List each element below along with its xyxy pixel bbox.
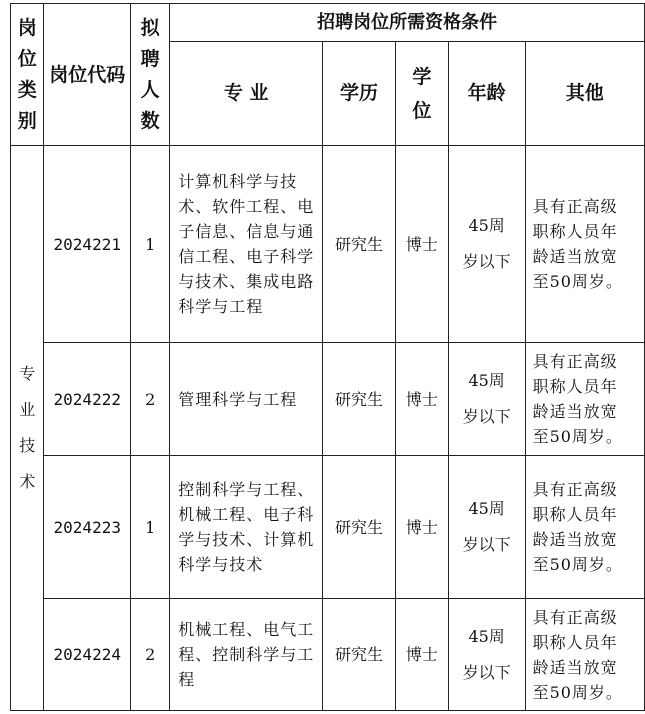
header-category (11, 4, 44, 146)
header-major (170, 42, 323, 146)
header-requirements (170, 4, 645, 42)
age-requirement-text: 45周岁以下 (462, 371, 511, 426)
header-major-text: 专 业 (223, 82, 269, 104)
header-age (448, 42, 525, 146)
recruitment-table (10, 3, 645, 711)
degree-requirement: 博士 (396, 146, 449, 343)
degree-requirement: 博士 (396, 456, 449, 599)
other-requirement (525, 599, 644, 711)
age-requirement-text: 45周岁以下 (462, 626, 511, 682)
header-age-text: 年龄 (467, 82, 506, 104)
header-count-text: 拟聘人数 (140, 16, 160, 132)
age-requirement (448, 456, 525, 599)
position-count: 2 (131, 599, 170, 711)
header-education (323, 42, 396, 146)
position-count: 1 (131, 456, 170, 599)
degree-requirement: 博士 (396, 599, 449, 711)
header-other (525, 42, 644, 146)
header-count (131, 4, 170, 146)
education-requirement: 研究生 (323, 599, 396, 711)
table-row (11, 146, 645, 343)
other-requirement-text: 具有正高级职称人员年龄适当放宽至50周岁。 (532, 197, 623, 291)
age-requirement-text: 45周岁以下 (462, 499, 511, 554)
age-requirement (448, 599, 525, 711)
age-requirement (448, 343, 525, 456)
category-text: 专业技术 (19, 364, 36, 491)
header-other-text: 其他 (565, 82, 604, 104)
education-requirement: 研究生 (323, 343, 396, 456)
education-requirement: 研究生 (323, 146, 396, 343)
major-requirement: 机械工程、电气工程、控制科学与工程 (170, 599, 323, 711)
position-code: 2024224 (44, 599, 131, 711)
header-degree-text: 学位 (412, 65, 432, 122)
other-requirement-text: 具有正高级职称人员年龄适当放宽至50周岁。 (532, 352, 623, 446)
header-degree (396, 42, 449, 146)
position-code: 2024223 (44, 456, 131, 599)
header-requirements-text: 招聘岗位所需资格条件 (317, 11, 498, 33)
header-education-text: 学历 (340, 82, 379, 104)
position-count: 1 (131, 146, 170, 343)
age-requirement (448, 146, 525, 343)
other-requirement (525, 456, 644, 599)
header-code (44, 4, 131, 146)
education-requirement: 研究生 (323, 456, 396, 599)
table-row (11, 599, 645, 711)
age-requirement-text: 45周岁以下 (462, 216, 511, 271)
position-code: 2024221 (44, 146, 131, 343)
other-requirement (525, 146, 644, 343)
header-category-text: 岗位类别 (17, 16, 37, 132)
table-row (11, 456, 645, 599)
table-row (11, 343, 645, 456)
other-requirement-text: 具有正高级职称人员年龄适当放宽至50周岁。 (532, 607, 623, 702)
other-requirement (525, 343, 644, 456)
major-requirement: 管理科学与工程 (170, 343, 323, 456)
major-requirement: 控制科学与工程、机械工程、电子科学与技术、计算机科学与技术 (170, 456, 323, 599)
header-code-text: 岗位代码 (49, 63, 126, 86)
position-count: 2 (131, 343, 170, 456)
other-requirement-text: 具有正高级职称人员年龄适当放宽至50周岁。 (532, 480, 623, 574)
category-cell (11, 146, 44, 711)
position-code: 2024222 (44, 343, 131, 456)
major-requirement: 计算机科学与技术、软件工程、电子信息、信息与通信工程、电子科学与技术、集成电路科学与工程 (170, 146, 323, 343)
degree-requirement: 博士 (396, 343, 449, 456)
